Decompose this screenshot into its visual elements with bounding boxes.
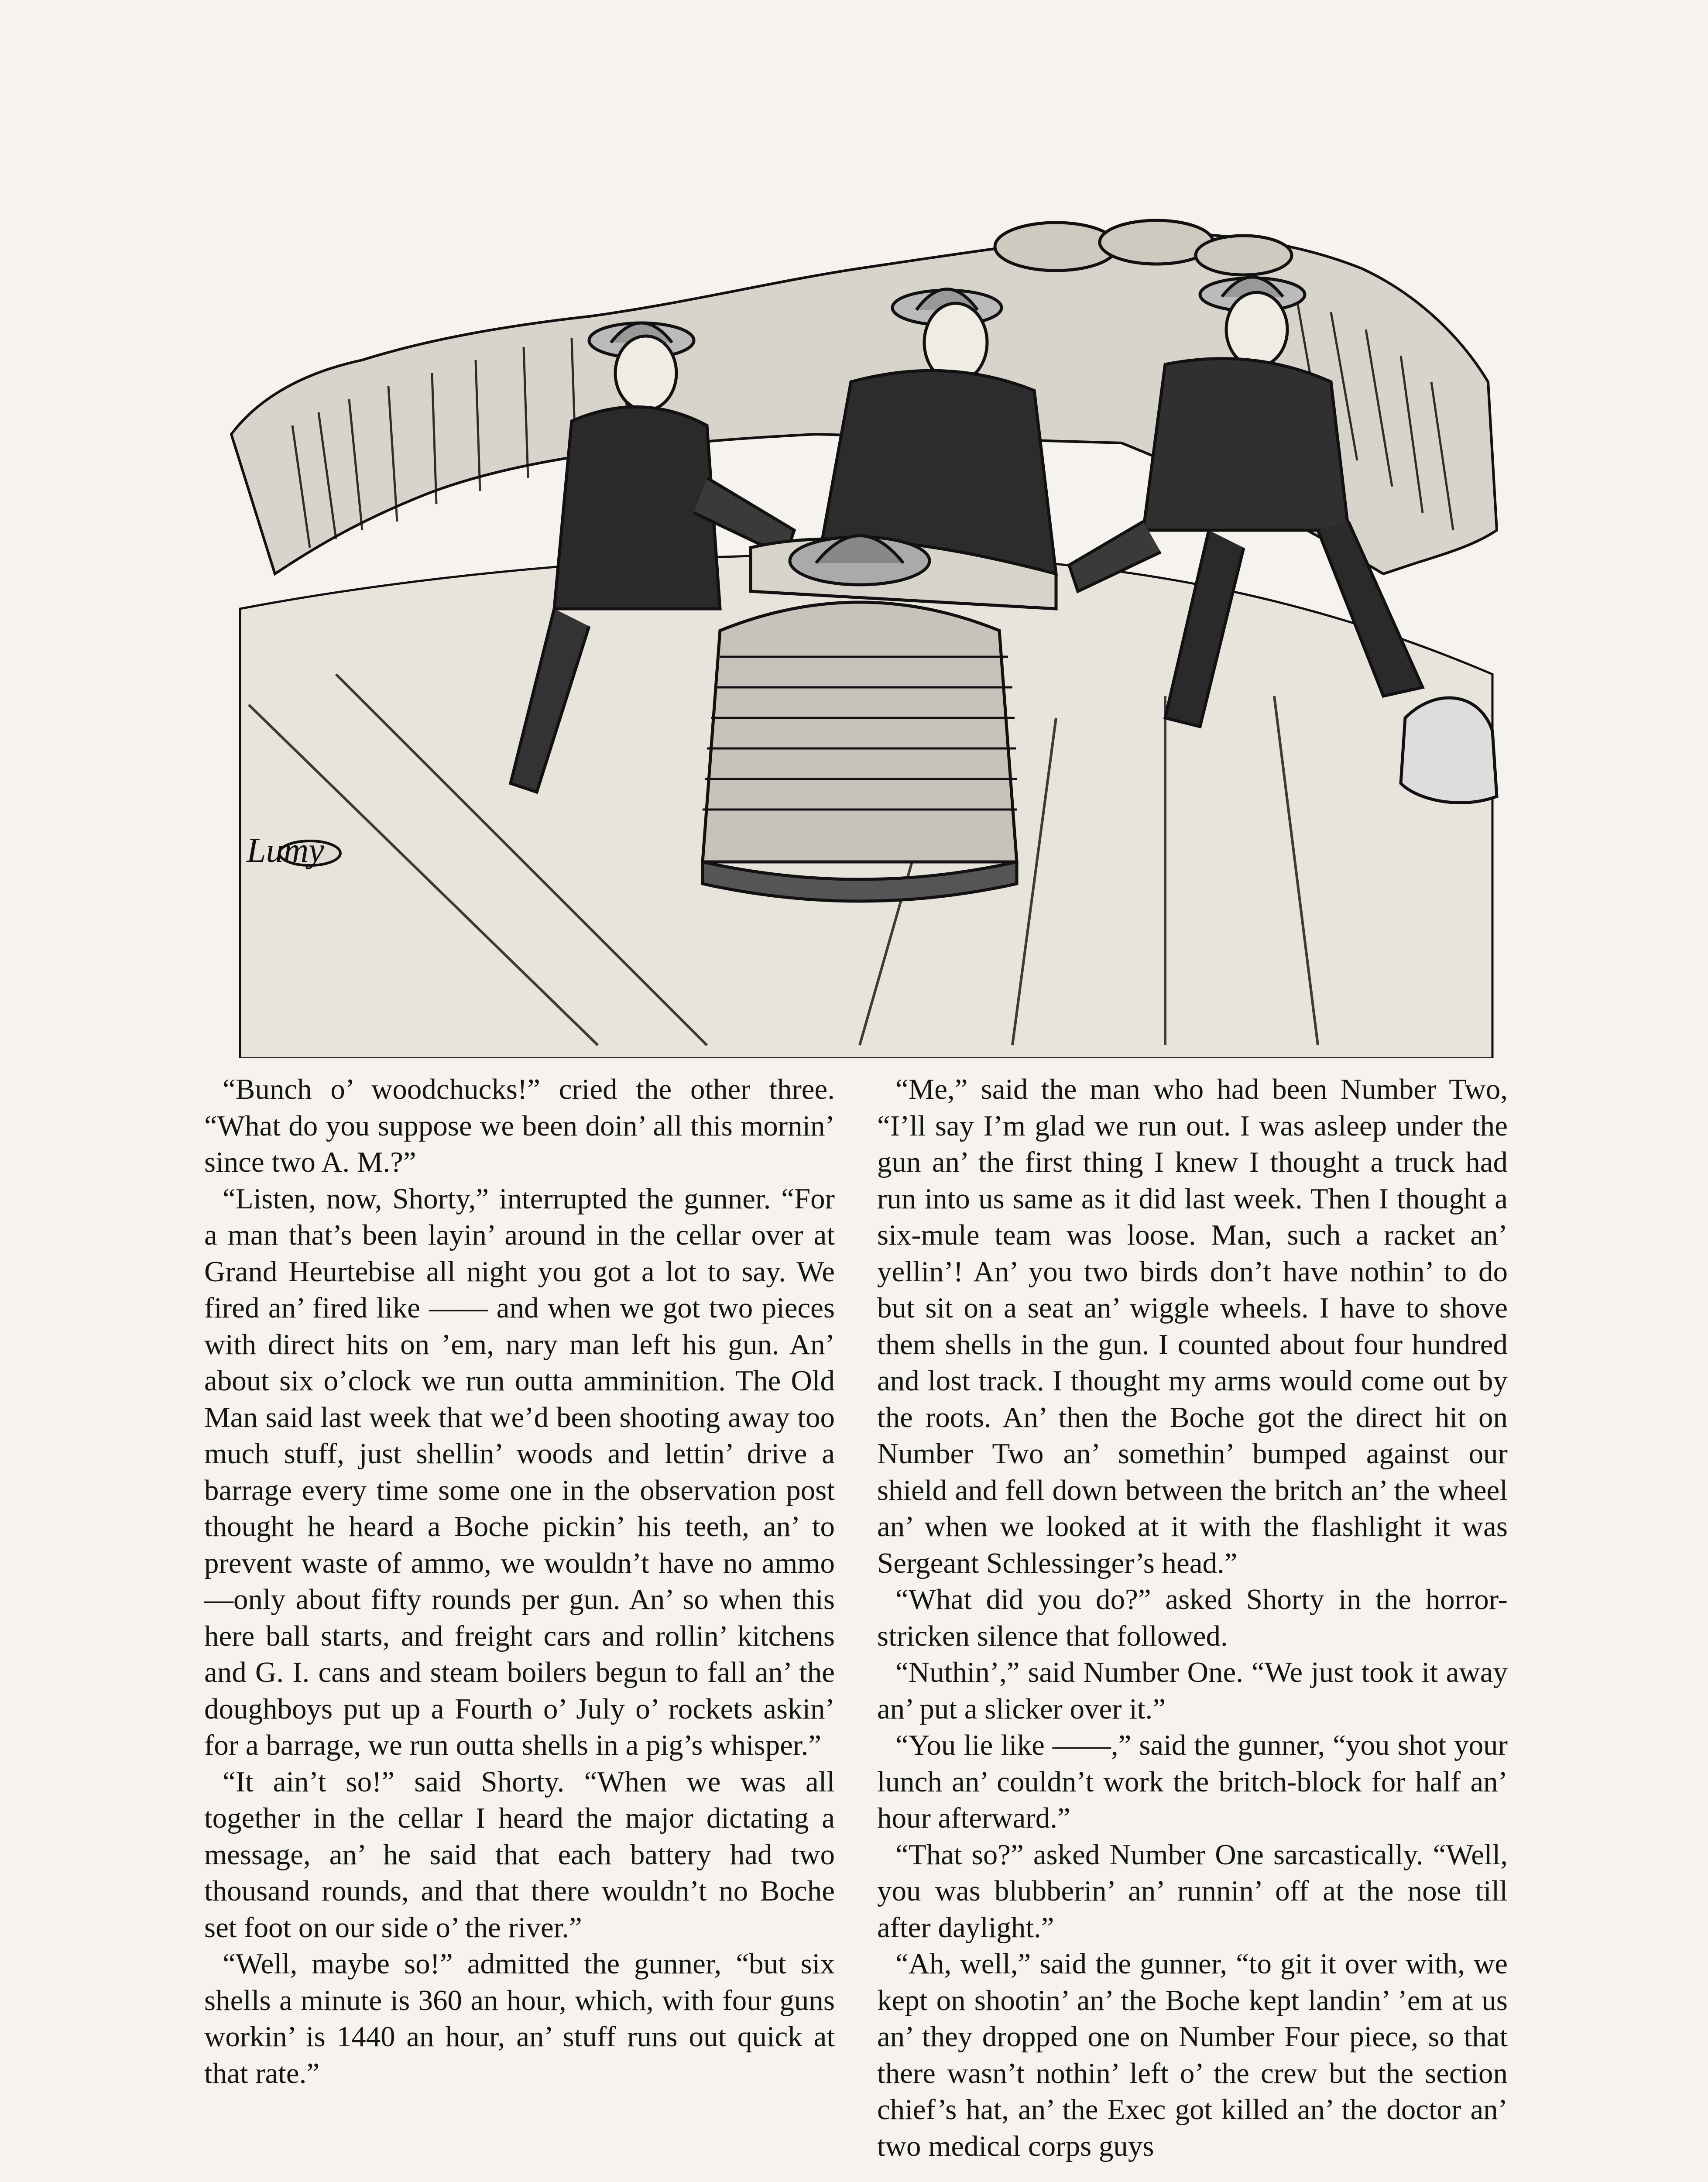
artist-signature: Lumy (247, 831, 324, 870)
paragraph: “Me,” said the man who had been Number Two, “I’ll say I’m glad we run out. I was asleep under the gun an’ the first thing I knew I thought a truck had run into us same as it did last week. Then I thought a six-mule team was loose. Man, such a racket an’ yellin’! An’ you two birds don’t have nothin’ to do but sit on a seat an’ wiggle wheels. I have to shove them shells in the gun. I counted about four hundred and lost track. I thought my arms would come out by the roots. An’ then the Boche got the direct hit on Number Two an’ somethin’ bumped against our shield and fell down between the britch an’ the wheel an’ when we looked at it with the flashlight it was Sergeant Schlessinger’s head.” (877, 1073, 1508, 1579)
paragraph: “That so?” asked Number One sarcastically. “Well, you was blubberin’ an’ runnin’ off at the nose till after daylight.” (877, 1838, 1508, 1944)
paragraph: “Well, maybe so!” admitted the gunner, “but six shells a minute is 360 an hour, which, with four guns workin’ is 1440 an hour, an’ stuff runs out quick at that rate.” (204, 1948, 835, 2089)
illustration-drawing (205, 216, 1519, 1058)
paragraph: “What did you do?” asked Shorty in the horror-stricken silence that followed. (877, 1583, 1508, 1652)
paragraph: “It ain’t so!” said Shorty. “When we was all together in the cellar I heard the major dictating a message, an’ he said that each battery had two thousand rounds, and that there wouldn’t no Boche set foot on our side o’ the river.” (204, 1765, 835, 1944)
paragraph: “Bunch o’ woodchucks!” cried the other three. “What do you suppose we been doin’ all this mornin’ since two A. M.?” (204, 1073, 835, 1178)
left-text-column (204, 1071, 835, 2092)
right-text-column (877, 1071, 1508, 2165)
trench-soldiers-illustration (205, 216, 1519, 1058)
paragraph: “Listen, now, Shorty,” interrupted the gunner. “For a man that’s been layin’ around in the cellar over at Grand Heurtebise all night you got a lot to say. We fired an’ fired like —— and when we got two pieces with direct hits on ’em, nary man left his gun. An’ about six o’clock we run outta amminition. The Old Man said last week that we’d been shooting away too much stuff, just shellin’ woods and lettin’ drive a barrage every time some one in the observation post thought he heard a Boche pickin’ his teeth, an’ to prevent waste of ammo, we wouldn’t have no ammo—only about fifty rounds per gun. An’ so when this here ball starts, and freight cars and rollin’ kitchens and G. I. cans and steam boilers begun to fall an’ the doughboys put up a Fourth o’ July o’ rockets askin’ for a barrage, we run outta shells in a pig’s whisper.” (204, 1182, 835, 1761)
paragraph: “Nuthin’,” said Number One. “We just took it away an’ put a slicker over it.” (877, 1656, 1508, 1725)
paragraph: “Ah, well,” said the gunner, “to git it over with, we kept on shootin’ an’ the Boche kept landin’ ’em at us an’ they dropped one on Number Four piece, so that there wasn’t nothin’ left o’ the crew but the section chief’s hat, an’ the Exec got killed an’ the doctor an’ two medical corps guys (877, 1948, 1508, 2162)
paragraph: “You lie like ——,” said the gunner, “you shot your lunch an’ couldn’t work the britch-block for half an’ hour afterward.” (877, 1729, 1508, 1834)
